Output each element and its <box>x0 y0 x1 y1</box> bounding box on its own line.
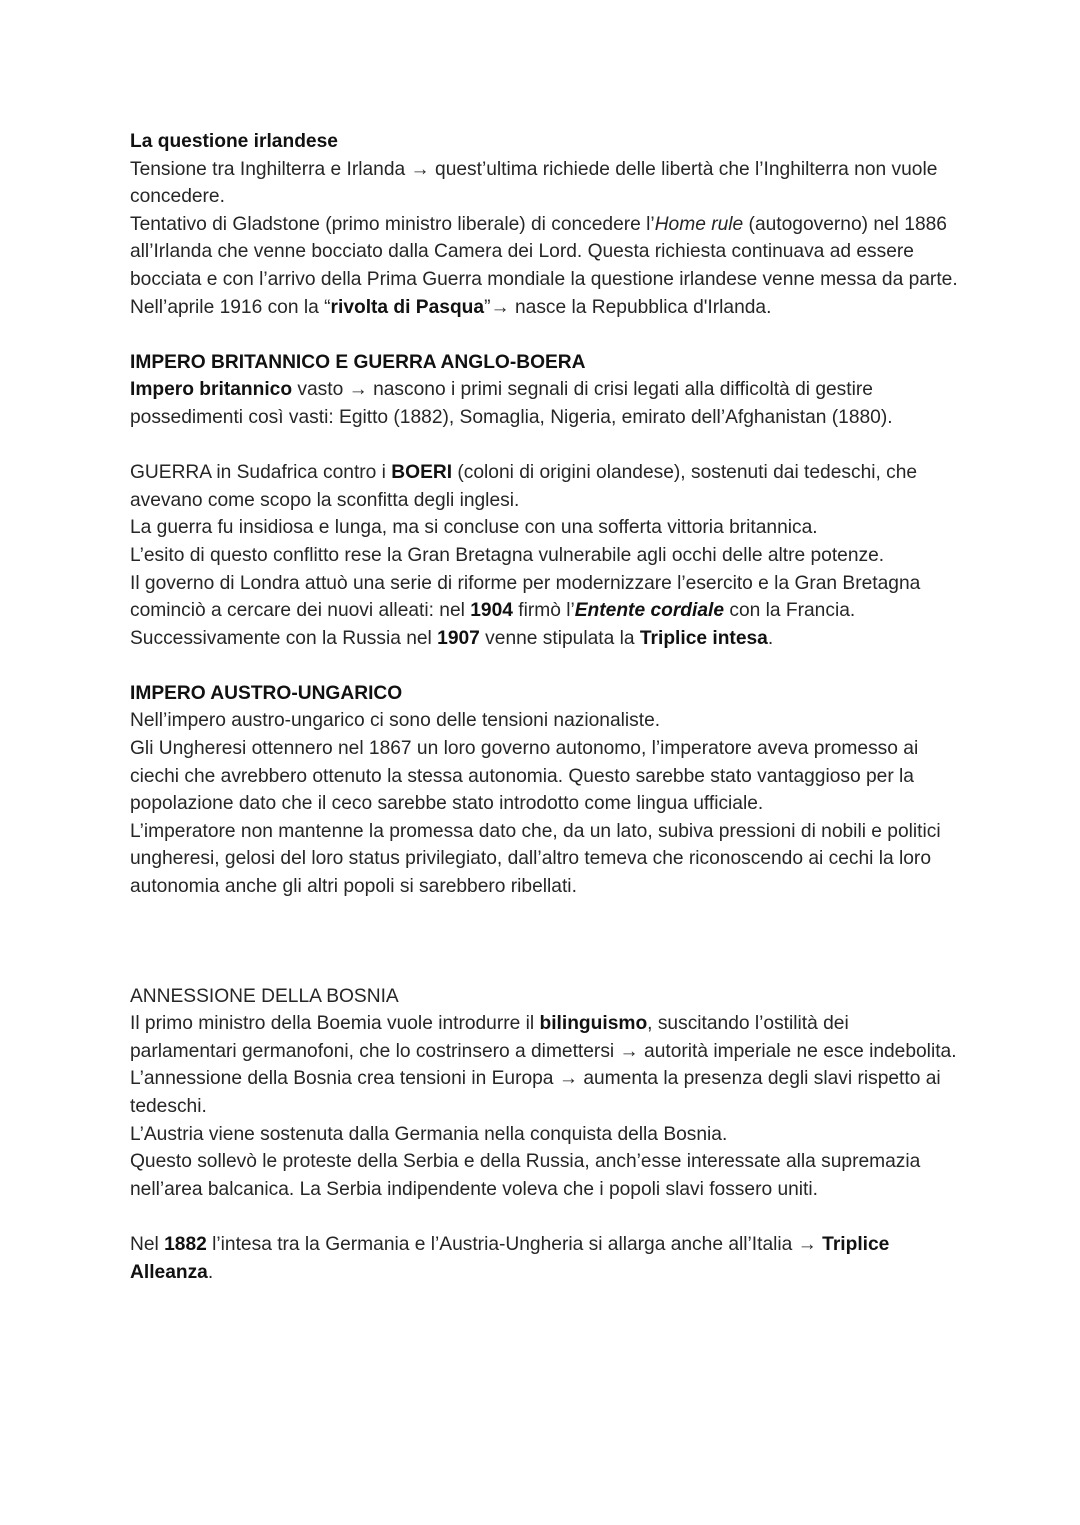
bold-term: Triplice intesa <box>639 627 768 649</box>
document-page <box>130 128 960 1286</box>
paragraph: Tentativo di Gladstone (primo ministro liberale) di concedere l’Home rule (autogoverno) nel 1886 all’Irlanda che venne bocciato dalla Camera dei Lord. Questa richiesta continuava ad essere bocciata e con l’arrivo della Prima Guerra mondiale la questione irlandese venne messa da parte. <box>130 213 958 290</box>
spacer <box>130 652 960 680</box>
section-title-bosnia: ANNESSIONE DELLA BOSNIA <box>130 985 399 1007</box>
spacer <box>130 321 960 349</box>
bold-term: 1907 <box>437 627 480 649</box>
paragraph: Nell’aprile 1916 con la “rivolta di Pasqua”→ nasce la Repubblica d'Irlanda. <box>130 296 772 318</box>
paragraph: Successivamente con la Russia nel 1907 venne stipulata la Triplice intesa. <box>130 627 774 649</box>
paragraph: Il primo ministro della Boemia vuole introdurre il bilinguismo, suscitando l’ostilità dei parlamentari germanofoni, che lo costrinsero a dimettersi → autorità imperiale ne esce indebolita. <box>130 1013 957 1062</box>
bold-term: rivolta di Pasqua <box>330 296 485 318</box>
paragraph: Questo sollevò le proteste della Serbia e della Russia, anch’esse interessate alla supremazia nell’area balcanica. La Serbia indipendente voleva che i popoli slavi fossero uniti. <box>130 1151 921 1200</box>
paragraph: Nell’impero austro-ungarico ci sono delle tensioni nazionaliste. <box>130 710 661 732</box>
paragraph: Gli Ungheresi ottennero nel 1867 un loro governo autonomo, l’imperatore aveva promesso ai ciechi che avrebbero ottenuto la stessa autonomia. Questo sarebbe stato vantaggioso per la popolazione dato che il ceco sarebbe stato introdotto come lingua ufficiale. <box>130 738 919 815</box>
paragraph: Tensione tra Inghilterra e Irlanda → quest’ultima richiede delle libertà che l’Inghilterra non vuole concedere. <box>130 158 938 208</box>
paragraph: L’annessione della Bosnia crea tensioni in Europa → aumenta la presenza degli slavi rispetto ai tedeschi. <box>130 1068 941 1117</box>
bold-term: 1904 <box>470 600 513 622</box>
bold-term: 1882 <box>164 1233 207 1255</box>
bold-italic-term: Entente cordiale <box>574 600 725 622</box>
bold-term: Triplice Alleanza <box>130 1233 890 1283</box>
bold-term: Impero britannico <box>130 379 293 401</box>
paragraph: Impero britannico vasto → nascono i primi segnali di crisi legati alla difficoltà di gestire possedimenti così vasti: Egitto (1882), Somaglia, Nigeria, emirato dell’Afghanistan (1880). <box>130 379 893 428</box>
bold-term: bilinguismo <box>539 1013 648 1035</box>
paragraph: L’imperatore non mantenne la promessa dato che, da un lato, subiva pressioni di nobili e politici ungheresi, gelosi del loro status privilegiato, dall’altro temeva che riconoscendo ai cechi la loro autonomia anche gli altri popoli si sarebbero ribellati. <box>130 820 941 898</box>
spacer <box>130 901 960 983</box>
paragraph: La guerra fu insidiosa e lunga, ma si concluse con una sofferta vittoria britannica. <box>130 517 818 539</box>
paragraph: L’esito di questo conflitto rese la Gran Bretagna vulnerabile agli occhi delle altre potenze. <box>130 544 885 566</box>
section-title-british-empire: IMPERO BRITANNICO E GUERRA ANGLO-BOERA <box>130 351 586 373</box>
paragraph: Nel 1882 l’intesa tra la Germania e l’Austria-Ungheria si allarga anche all’Italia → Triplice Alleanza. <box>130 1233 890 1283</box>
paragraph: L’Austria viene sostenuta dalla Germania nella conquista della Bosnia. <box>130 1123 728 1145</box>
spacer <box>130 432 960 460</box>
bold-term: BOERI <box>391 462 453 484</box>
spacer <box>130 1203 960 1231</box>
italic-term: Home rule <box>654 213 744 235</box>
section-title-irish-question: La questione irlandese <box>130 131 338 152</box>
section-title-austro-hungarian: IMPERO AUSTRO-UNGARICO <box>130 682 403 704</box>
paragraph: Il governo di Londra attuò una serie di riforme per modernizzare l’esercito e la Gran Bretagna cominciò a cercare dei nuovi alleati: nel 1904 firmò l’Entente cordiale con la Francia. <box>130 572 921 622</box>
paragraph: GUERRA in Sudafrica contro i BOERI (coloni di origini olandese), sostenuti dai tedeschi, che avevano come scopo la sconfitta degli inglesi. <box>130 462 918 511</box>
